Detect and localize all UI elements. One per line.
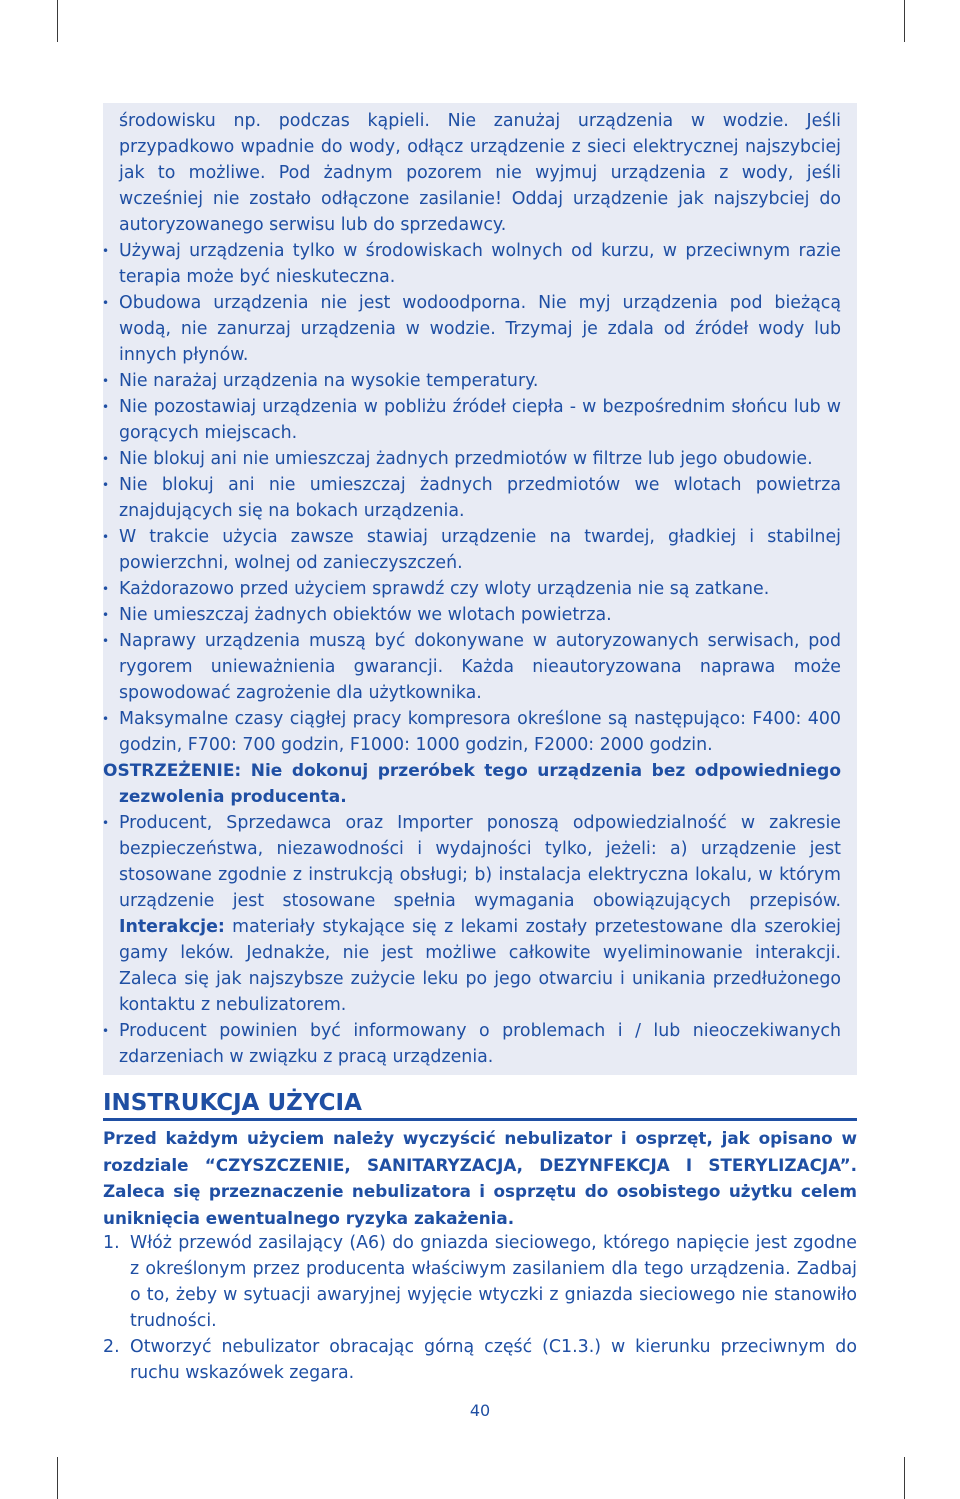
- list-item: [102, 576, 841, 602]
- step-item: [103, 1334, 857, 1386]
- crop-mark: [57, 0, 58, 42]
- crop-mark: [904, 0, 905, 42]
- safety-bullet-list: [102, 238, 841, 758]
- list-item: [102, 238, 841, 290]
- step-item: [103, 1230, 857, 1334]
- page-number: 40: [469, 1401, 491, 1420]
- list-item: [102, 1018, 841, 1070]
- safety-box: [103, 103, 857, 1075]
- bullet-icon: •: [102, 712, 110, 726]
- section-heading: INSTRUKCJA UŻYCIA: [103, 1090, 362, 1116]
- bullet-icon: •: [102, 400, 110, 414]
- crop-mark: [57, 1457, 58, 1499]
- step-number: 1.: [103, 1233, 120, 1253]
- bullet-icon: •: [102, 478, 110, 492]
- crop-mark: [904, 1457, 905, 1499]
- step-text: Włóż przewód zasilający (A6) do gniazda sieciowego, którego napięcie jest zgodne z określonym przez producenta właściwym zasilaniem dla tego urządzenia. Zadbaj o to, żeby w sytuacji awaryjnej wyjęcie wtyczki z gniazda sieciowego nie stanowiło trudności.: [130, 1233, 857, 1331]
- list-item-text: Każdorazowo przed użyciem sprawdź czy wloty urządzenia nie są zatkane.: [119, 579, 770, 599]
- step-number: 2.: [103, 1337, 120, 1357]
- list-item: [102, 394, 841, 446]
- bullet-icon: •: [102, 634, 110, 648]
- bullet-icon: •: [102, 530, 110, 544]
- list-item-text: Nie blokuj ani nie umieszczaj żadnych przedmiotów we wlotach powietrza znajdujących się na bokach urządzenia.: [119, 475, 841, 521]
- producer-text: Producent, Sprzedawca oraz Importer ponoszą odpowiedzialność w zakresie bezpieczeństwa, niezawodności i wydajności tylko, jeżeli: a) urządzenie jest stosowane zgodnie z instrukcją obsługi; b) instalacja elektryczna lokalu, w którym urządzenie jest stosowane spełnia wymagania obowiązujących przepisów.: [119, 813, 841, 911]
- interactions-label: Interakcje:: [119, 917, 225, 937]
- interactions-text: materiały stykające się z lekami zostały przetestowane dla szerokiej gamy leków. Jednakże, nie jest możliwe całkowite wyeliminowanie interakcji. Zaleca się jak najszybsze zużycie leku po jego otwarciu i unikania przedłużonego kontaktu z nebulizatorem.: [119, 917, 841, 1015]
- list-item-text: Nie umieszczaj żadnych obiektów we wlotach powietrza.: [119, 605, 612, 625]
- bullet-icon: •: [102, 452, 110, 466]
- list-item-text: W trakcie użycia zawsze stawiaj urządzenie na twardej, gładkiej i stabilnej powierzchni, wolnej od zanieczyszczeń.: [119, 527, 841, 573]
- steps-list: [103, 1230, 857, 1386]
- list-item-text: Nie narażaj urządzenia na wysokie temperatury.: [119, 371, 539, 391]
- list-item: [102, 290, 841, 368]
- bullet-icon: •: [102, 816, 110, 830]
- list-item-text: Naprawy urządzenia muszą być dokonywane w autoryzowanych serwisach, pod rygorem unieważnienia gwarancji. Każda nieautoryzowana naprawa może spowodować zagrożenie dla użytkownika.: [119, 631, 841, 703]
- step-text: Otworzyć nebulizator obracając górną część (C1.3.) w kierunku przeciwnym do ruchu wskazówek zegara.: [130, 1337, 857, 1383]
- bullet-icon: •: [102, 608, 110, 622]
- bullet-icon: •: [102, 296, 110, 310]
- list-item: [102, 368, 841, 394]
- list-item: [102, 810, 841, 1018]
- warning-text: OSTRZEŻENIE: Nie dokonuj przeróbek tego urządzenia bez odpowiedniego zezwolenia producenta.: [103, 761, 841, 807]
- list-item-text: Nie pozostawiaj urządzenia w pobliżu źródeł ciepła - w bezpośrednim słońcu lub w gorących miejscach.: [119, 397, 841, 443]
- informed-text: Producent powinien być informowany o problemach i / lub nieoczekiwanych zdarzeniach w związku z pracą urządzenia.: [119, 1021, 841, 1067]
- heading-rule: [103, 1118, 857, 1121]
- list-item-text: Obudowa urządzenia nie jest wodoodporna. Nie myj urządzenia pod bieżącą wodą, nie zanurzaj urządzenia w wodzie. Trzymaj je zdala od źródeł wody lub innych płynów.: [119, 293, 841, 365]
- list-item: [102, 446, 841, 472]
- continued-paragraph: środowisku np. podczas kąpieli. Nie zanużaj urządzenia w wodzie. Jeśli przypadkowo wpadnie do wody, odłącz urządzenie z sieci elektrycznej najszybciej jak to możliwe. Pod żadnym pozorem nie wyjmuj urządzenia z wody, jeśli wcześniej nie zostało odłączone zasilanie! Oddaj urządzenie jak najszybciej do autoryzowanego serwisu lub do sprzedawcy.: [119, 111, 841, 235]
- bullet-icon: •: [102, 582, 110, 596]
- bullet-icon: •: [102, 244, 110, 258]
- list-item: [102, 706, 841, 758]
- list-item: [102, 524, 841, 576]
- list-item-text: Maksymalne czasy ciągłej pracy kompresora określone są następująco: F400: 400 godzin, F700: 700 godzin, F1000: 1000 godzin, F2000: 2000 godzin.: [119, 709, 841, 755]
- list-item: [102, 602, 841, 628]
- list-item: [102, 628, 841, 706]
- list-item-text: Nie blokuj ani nie umieszczaj żadnych przedmiotów w filtrze lub jego obudowie.: [119, 449, 813, 469]
- list-item: [102, 472, 841, 524]
- bullet-icon: •: [102, 374, 110, 388]
- list-item-text: Używaj urządzenia tylko w środowiskach wolnych od kurzu, w przeciwnym razie terapia może być nieskuteczna.: [119, 241, 841, 287]
- warning-note: [103, 758, 841, 810]
- bullet-icon: •: [102, 1024, 110, 1038]
- section-intro: Przed każdym użyciem należy wyczyścić nebulizator i osprzęt, jak opisano w rozdziale “CZYSZCZENIE, SANITARYZACJA, DEZYNFEKCJA I STERYLIZACJA”. Zaleca się przeznaczenie nebulizatora i osprzętu do osobistego użytku celem uniknięcia ewentualnego ryzyka zakażenia.: [103, 1128, 857, 1228]
